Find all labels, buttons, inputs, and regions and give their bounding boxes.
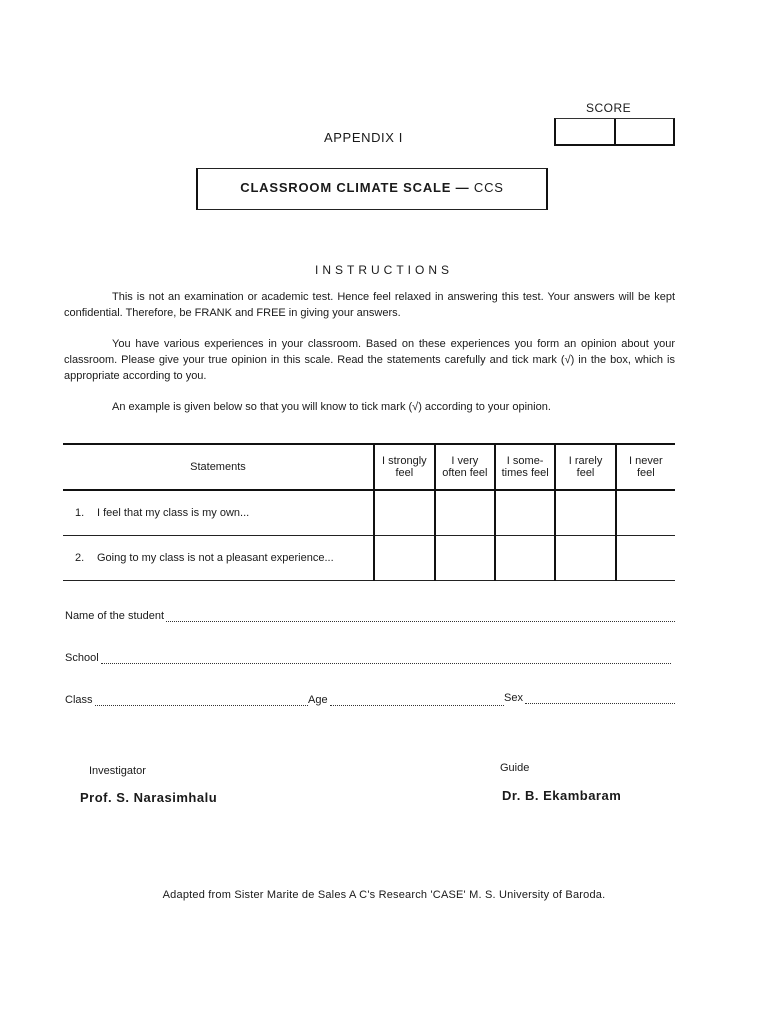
age-field[interactable] <box>308 694 504 706</box>
option-header-very-often: I very often feel <box>435 444 495 490</box>
scale-title-abbr: CCS <box>473 180 504 195</box>
student-name-field[interactable] <box>65 610 675 622</box>
paragraph-3-text: An example is given below so that you will know to tick mark (√) according to your opinion. <box>112 401 551 413</box>
tick-box[interactable] <box>616 490 675 536</box>
class-line[interactable] <box>95 695 308 706</box>
school-field[interactable] <box>65 652 671 664</box>
tick-box[interactable] <box>495 490 555 536</box>
table-header-row <box>63 444 675 490</box>
statements-header: Statements <box>63 444 374 490</box>
tick-box[interactable] <box>435 490 495 536</box>
guide-role: Guide <box>500 762 530 774</box>
investigator-name: Prof. S. Narasimhalu <box>80 790 218 805</box>
class-field[interactable] <box>65 694 308 706</box>
sex-field[interactable] <box>504 692 675 704</box>
score-box[interactable] <box>554 118 675 146</box>
instructions-paragraph-2 <box>64 336 675 384</box>
age-line[interactable] <box>330 695 504 706</box>
example-table <box>63 443 675 581</box>
table-row <box>63 490 675 536</box>
appendix-heading: APPENDIX I <box>324 130 403 145</box>
class-label: Class <box>65 694 93 706</box>
age-label: Age <box>308 694 328 706</box>
sex-line[interactable] <box>525 693 675 704</box>
footer-credit: Adapted from Sister Marite de Sales A C's Research 'CASE' M. S. University of Baroda. <box>162 889 606 901</box>
paragraph-1-text: This is not an examination or academic test. Hence feel relaxed in answering this test. Your answers will be kept confidential. Therefore, be FRANK and FREE in giving your answers. <box>64 291 675 319</box>
tick-box[interactable] <box>435 536 495 581</box>
instructions-heading: INSTRUCTIONS <box>315 263 453 277</box>
title-box <box>196 168 548 210</box>
tick-box[interactable] <box>555 490 615 536</box>
tick-box[interactable] <box>495 536 555 581</box>
score-box-divider <box>614 119 616 144</box>
paragraph-2-text: You have various experiences in your classroom. Based on these experiences you form an opinion about your classroom. Please give your true opinion in this scale. Read the statements carefully and tick mark (√) in the box, which is appropriate according to you. <box>64 338 675 382</box>
option-header-sometimes: I some- times feel <box>495 444 555 490</box>
instructions-paragraph-1 <box>64 289 675 321</box>
statement-cell: 1. I feel that my class is my own... <box>63 490 374 536</box>
student-name-line[interactable] <box>166 611 675 622</box>
guide-name: Dr. B. Ekambaram <box>502 788 622 803</box>
tick-box[interactable] <box>555 536 615 581</box>
option-header-never: I never feel <box>616 444 675 490</box>
statement-cell: 2. Going to my class is not a pleasant experience... <box>63 536 374 581</box>
option-header-rarely: I rarely feel <box>555 444 615 490</box>
tick-box[interactable] <box>374 490 435 536</box>
school-line[interactable] <box>101 653 671 664</box>
school-label: School <box>65 652 99 664</box>
sex-label: Sex <box>504 692 523 704</box>
scale-title-main: CLASSROOM CLIMATE SCALE — <box>240 180 470 195</box>
scale-title <box>198 180 546 195</box>
score-label: SCORE <box>586 101 632 115</box>
option-header-strongly: I strongly feel <box>374 444 435 490</box>
student-name-label: Name of the student <box>65 610 165 622</box>
tick-box[interactable] <box>616 536 675 581</box>
tick-box[interactable] <box>374 536 435 581</box>
table-row <box>63 536 675 581</box>
instructions-paragraph-3 <box>64 399 675 415</box>
investigator-role: Investigator <box>89 765 146 777</box>
